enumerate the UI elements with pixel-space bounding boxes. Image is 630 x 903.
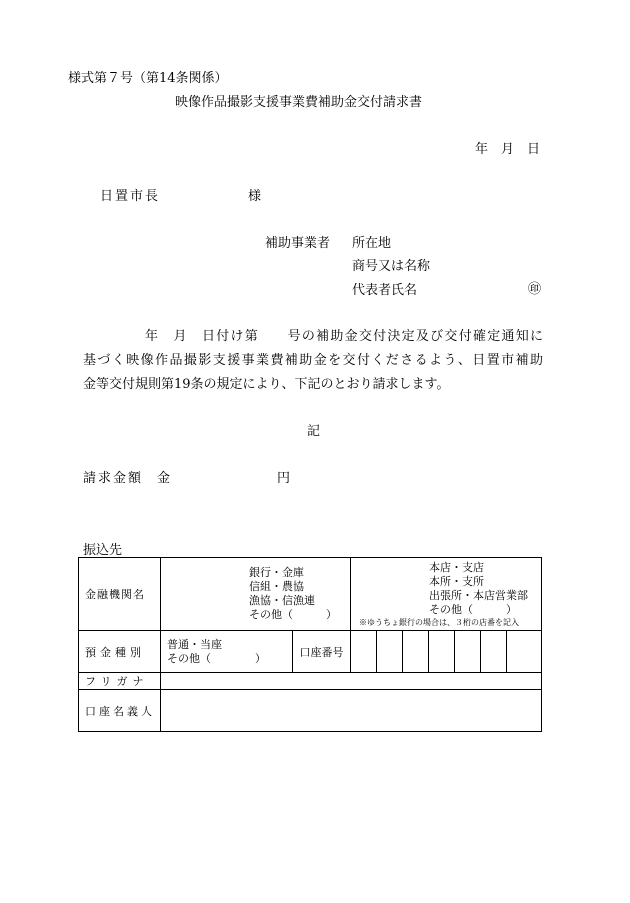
deposit-type-label: 預金種別 [79,631,161,673]
representative-label: 代表者氏名 [352,283,418,298]
account-digit[interactable] [377,631,403,673]
address-label: 所在地 [352,236,392,251]
deposit-type-cell[interactable] [161,631,293,673]
bank-type-1: 銀行・金庫 [249,566,304,579]
account-digit[interactable] [507,631,542,673]
date-line: 年 月 日 [475,142,541,157]
account-digit[interactable] [481,631,507,673]
deposit-type-1: 普通・当座 [167,637,222,651]
form-title: 映像作品撮影支援事業費補助金交付請求書 [175,95,423,110]
branch-type-2: 本所・支所 [429,574,484,588]
account-digit[interactable] [351,631,377,673]
deposit-type-2: その他（ ） [167,651,266,665]
account-holder-field[interactable] [161,690,542,732]
account-digit[interactable] [403,631,429,673]
branch-type-cell[interactable] [351,558,542,631]
body-line-1: 年 月 日付け第 号の補助金交付決定及び交付確定通知に [145,329,543,344]
body-line-3: 金等交付規則第19条の規定により、下記のとおり請求します。 [83,377,450,392]
bank-name-label: 金融機関名 [79,558,161,631]
form-number: 様式第７号（第14条関係） [68,71,228,86]
transfer-label: 振込先 [83,543,123,558]
account-digit[interactable] [455,631,481,673]
amount-unit: 円 [277,471,291,486]
addressee: 日置市長 [100,189,161,204]
addressee-suffix: 様 [248,189,262,204]
furigana-field[interactable] [161,673,542,690]
amount-label: 請求金額 [83,471,144,486]
bank-type-2: 信組・農協 [249,580,304,593]
account-number-label: 口座番号 [293,631,351,673]
branch-note: ※ゆうちょ銀行の場合は、３桁の店番を記入 [359,617,519,627]
branch-type-3: 出張所・本店営業部 [429,588,528,602]
furigana-label: フリガナ [79,673,161,690]
body-line-2: 基づく映像作品撮影支援事業費補助金を交付くださるよう、日置市補助 [83,353,543,368]
bank-table [78,557,542,732]
bank-type-3: 漁協・信漁連 [249,594,315,607]
account-digit[interactable] [429,631,455,673]
bank-type-cell[interactable] [161,558,351,631]
seal-mark: ㊞ [528,282,542,297]
ki-heading: 記 [307,424,321,439]
branch-type-1: 本店・支店 [429,560,484,574]
branch-type-4: その他（ ） [429,602,517,616]
company-name-label: 商号又は名称 [352,259,431,274]
amount-prefix: 金 [157,471,171,486]
bank-type-4: その他（ ） [249,608,337,621]
account-holder-label: 口座名義人 [79,690,161,732]
applicant-label: 補助事業者 [265,236,331,251]
